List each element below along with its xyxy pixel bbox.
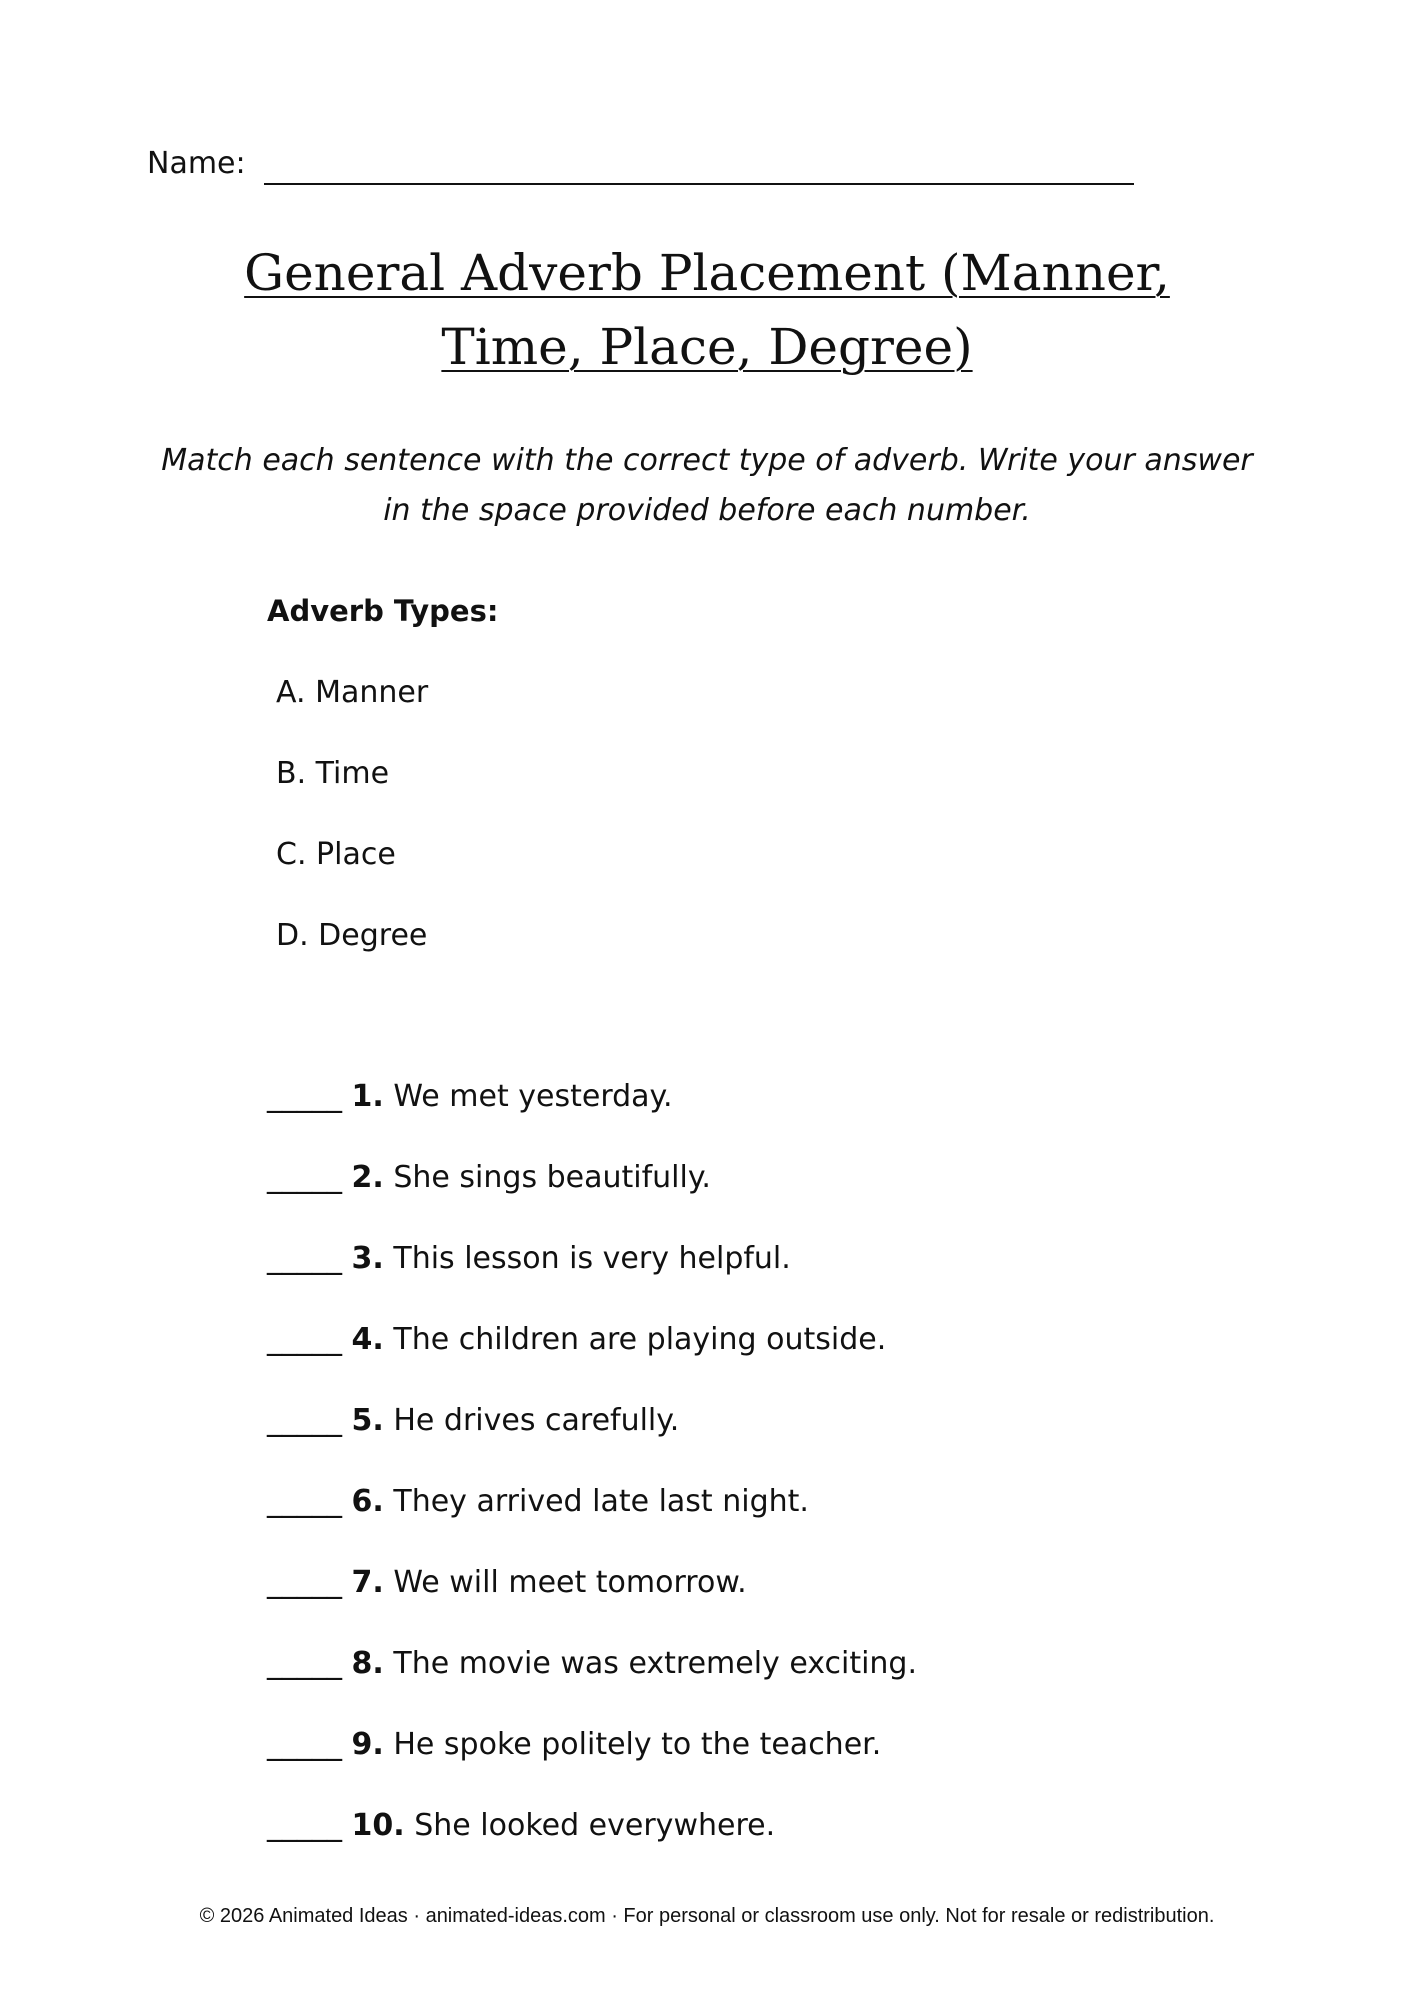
- answer-blank[interactable]: _____: [267, 1808, 342, 1843]
- question-item: [267, 1241, 791, 1276]
- answer-blank[interactable]: _____: [267, 1079, 342, 1114]
- adverb-type-item: C. Place: [276, 837, 396, 872]
- question-number: 7.: [351, 1565, 384, 1600]
- question-item: [267, 1565, 747, 1600]
- answer-blank[interactable]: _____: [267, 1322, 342, 1357]
- title-line-2: Time, Place, Degree): [441, 318, 973, 376]
- adverb-type-item: D. Degree: [276, 918, 428, 953]
- question-text: He spoke politely to the teacher.: [393, 1727, 882, 1762]
- question-item: [267, 1727, 881, 1762]
- name-field: [147, 146, 246, 181]
- question-item: [267, 1646, 917, 1681]
- answer-blank[interactable]: _____: [267, 1241, 342, 1276]
- question-text: She looked everywhere.: [414, 1808, 776, 1843]
- adverb-type-item: B. Time: [276, 756, 390, 791]
- question-text: We will meet tomorrow.: [393, 1565, 747, 1600]
- question-item: [267, 1484, 809, 1519]
- name-input-line[interactable]: [264, 183, 1134, 185]
- question-text: This lesson is very helpful.: [393, 1241, 791, 1276]
- answer-blank[interactable]: _____: [267, 1484, 342, 1519]
- answer-blank[interactable]: _____: [267, 1565, 342, 1600]
- question-number: 3.: [351, 1241, 384, 1276]
- question-item: [267, 1808, 775, 1843]
- question-number: 2.: [351, 1160, 384, 1195]
- instructions: Match each sentence with the correct type of adverb. Write your answer in the space provided before each number.: [161, 443, 1253, 528]
- question-number: 5.: [351, 1403, 384, 1438]
- adverb-type-item: A. Manner: [276, 675, 429, 710]
- question-number: 1.: [351, 1079, 384, 1114]
- question-number: 6.: [351, 1484, 384, 1519]
- answer-blank[interactable]: _____: [267, 1646, 342, 1681]
- question-item: [267, 1160, 711, 1195]
- question-text: The movie was extremely exciting.: [393, 1646, 918, 1681]
- question-text: She sings beautifully.: [393, 1160, 711, 1195]
- question-text: The children are playing outside.: [393, 1322, 887, 1357]
- answer-blank[interactable]: _____: [267, 1160, 342, 1195]
- question-text: We met yesterday.: [393, 1079, 673, 1114]
- question-text: He drives carefully.: [393, 1403, 680, 1438]
- question-number: 8.: [351, 1646, 384, 1681]
- question-number: 4.: [351, 1322, 384, 1357]
- title-line-1: General Adverb Placement (Manner,: [244, 244, 1170, 302]
- question-item: [267, 1403, 679, 1438]
- footer-copyright: © 2026 Animated Ideas · animated-ideas.com · For personal or classroom use only. Not for resale or redistribution.: [199, 1905, 1215, 1927]
- question-item: [267, 1322, 886, 1357]
- question-number: 9.: [351, 1727, 384, 1762]
- question-number: 10.: [351, 1808, 405, 1843]
- name-label: Name:: [147, 146, 246, 181]
- answer-blank[interactable]: _____: [267, 1727, 342, 1762]
- question-text: They arrived late last night.: [393, 1484, 809, 1519]
- answer-blank[interactable]: _____: [267, 1403, 342, 1438]
- question-item: [267, 1079, 673, 1114]
- adverb-types-heading: Adverb Types:: [267, 594, 499, 628]
- page-title: [0, 236, 1414, 384]
